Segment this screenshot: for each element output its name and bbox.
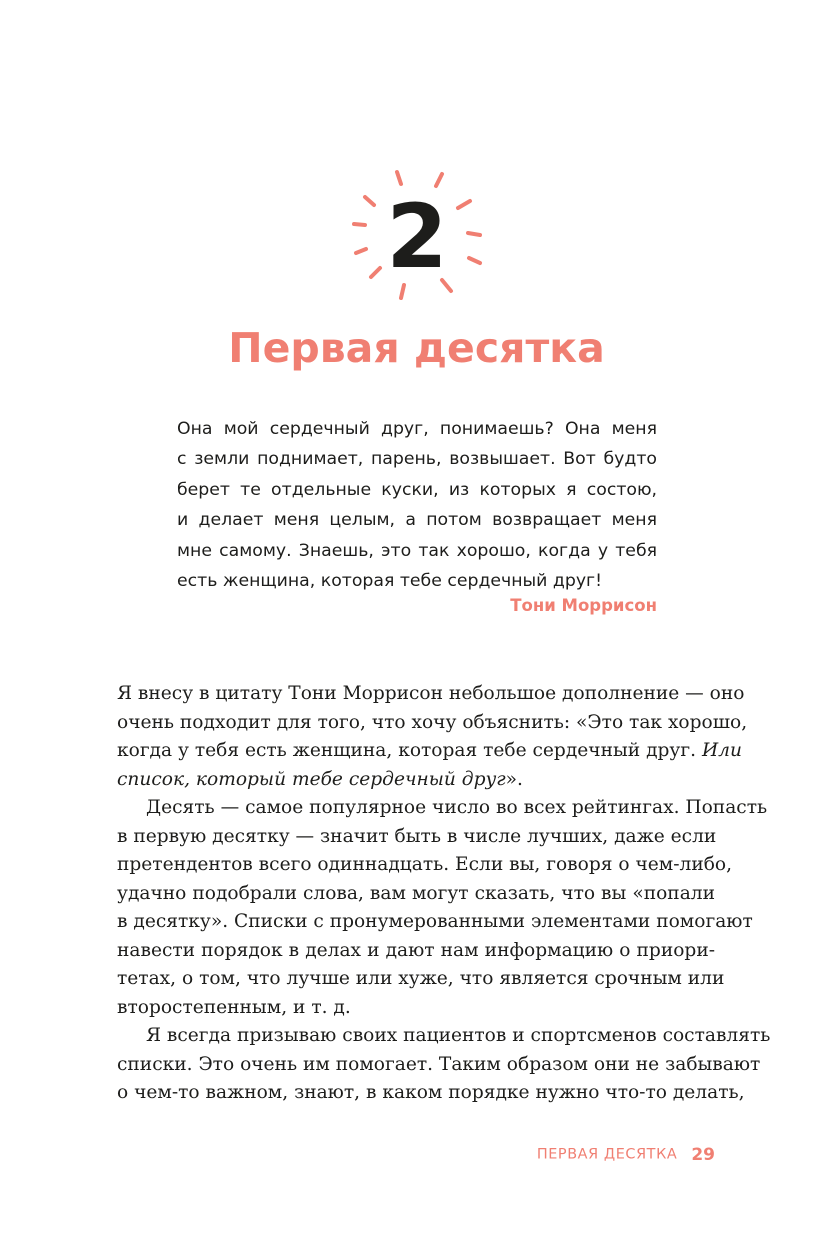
paragraph-2-line: навести порядок в делах и дают нам информацию о приори-: [117, 939, 715, 961]
paragraph-2-line: Десять — самое популярное число во всех рейтингах. Попасть: [146, 797, 768, 818]
epigraph-line: и делает меня целым, а потом возвращает меня: [177, 510, 657, 531]
paragraph-1-text: когда у тебя есть женщина, которая тебе сердечный друг.: [117, 740, 697, 761]
epigraph-quote: [177, 414, 657, 596]
page-footer: [537, 1144, 715, 1165]
paragraph-2-line: тетах, о том, что лучше или хуже, что является срочным или: [117, 968, 725, 989]
epigraph-line: есть женщина, которая тебе сердечный друг!: [177, 571, 603, 592]
chapter-number: 2: [386, 185, 448, 288]
chapter-title: Первая десятка: [228, 324, 605, 372]
epigraph-line: мне самому. Знаешь, это так хорошо, когда у тебя: [177, 540, 657, 561]
paragraph-2-line: в десятку». Списки с пронумерованными элементами помогают: [117, 911, 753, 932]
paragraph-1-italic-text: Или: [701, 740, 742, 761]
paragraph-3-line: Я всегда призываю своих пациентов и спортсменов составлять: [146, 1025, 771, 1046]
sunburst-ray: [397, 172, 401, 184]
epigraph-author: Тони Моррисон: [510, 596, 657, 615]
body-text: [117, 680, 771, 1108]
paragraph-1-line: [117, 766, 715, 795]
chapter-number-mark: [349, 167, 485, 303]
paragraph-2-line: удачно подобрали слова, вам могут сказать, что вы «попали: [117, 882, 715, 904]
paragraph-2-line: второстепенным, и т. д.: [117, 996, 351, 1018]
paragraph-3-line: о чем-то важном, знают, в каком порядке нужно что-то делать,: [117, 1082, 745, 1103]
paragraph-2-line: претендентов всего одиннадцать. Если вы, говоря о чем-либо,: [117, 854, 733, 875]
paragraph-3-line: списки. Это очень им помогает. Таким образом они не забывают: [117, 1053, 761, 1075]
paragraph-1-line: очень подходит для того, что хочу объяснить: «Это так хорошо,: [117, 711, 748, 733]
paragraph-1-text: ».: [505, 768, 523, 790]
epigraph-line: Она мой сердечный друг, понимаешь? Она меня: [177, 419, 657, 439]
epigraph-line: с земли поднимает, парень, возвышает. Вот будто: [177, 449, 657, 470]
page-number: 29: [691, 1144, 715, 1165]
paragraph-1-line: [117, 737, 742, 766]
epigraph-line: берет те отдельные куски, из которых я состою,: [177, 479, 657, 500]
paragraph-2-line: в первую десятку — значит быть в числе лучших, даже если: [117, 825, 717, 847]
paragraph-1-line: Я внесу в цитату Тони Моррисон небольшое дополнение — оно: [117, 683, 745, 704]
running-head: ПЕРВАЯ ДЕСЯТКА: [536, 1146, 678, 1163]
paragraph-1-italic-text: список, который тебе сердечный друг: [117, 768, 506, 790]
